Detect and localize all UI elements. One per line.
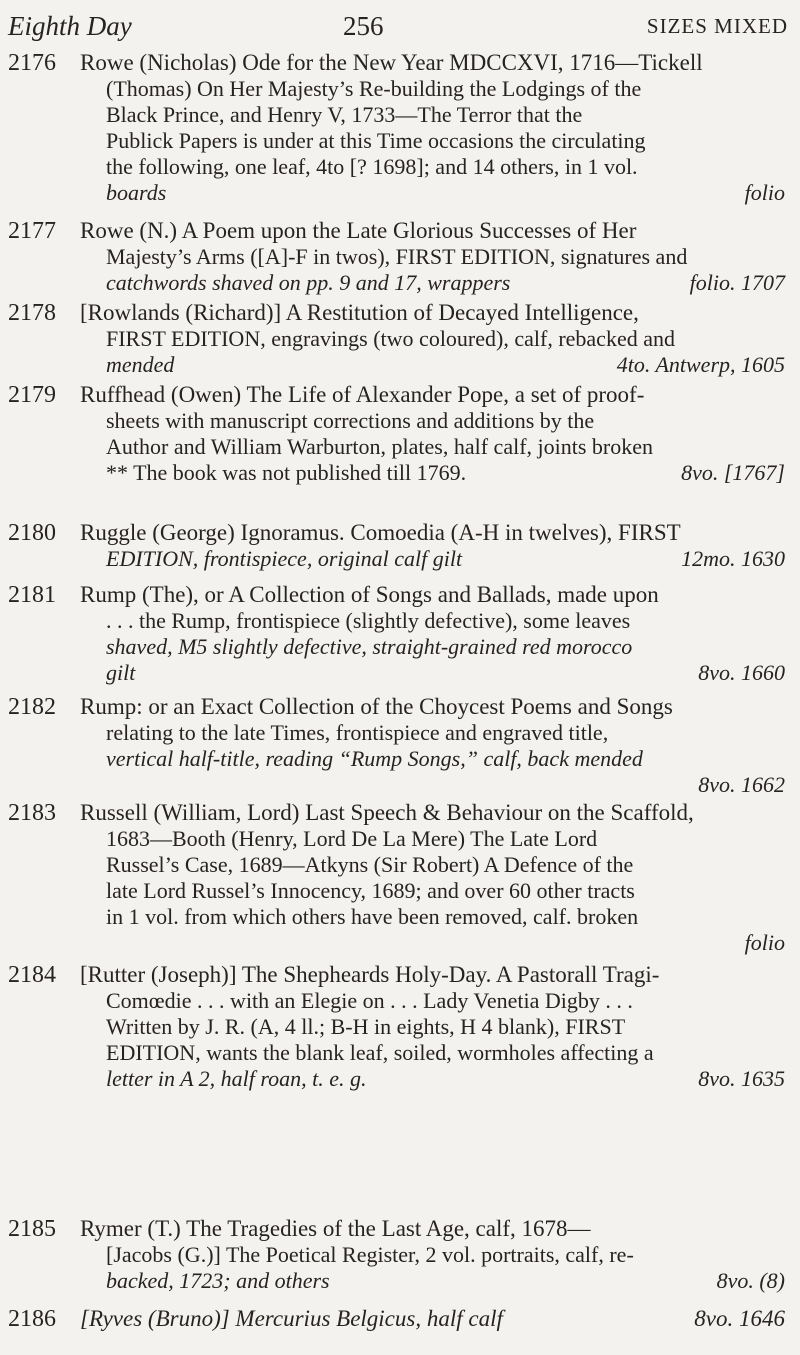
lot-number: 2181 [8, 582, 56, 608]
entry-line: Ruffhead (Owen) The Life of Alexander Pope, a set of proof- [80, 382, 645, 407]
entry-description [80, 800, 785, 956]
entry-format: 8vo. 1662 [698, 772, 785, 797]
lot-number: 2176 [8, 50, 56, 76]
entry-line: late Lord Russel’s Innocency, 1689; and over 60 other tracts [106, 878, 635, 903]
entry-line: Rowe (Nicholas) Ode for the New Year MDCCXVI, 1716—Tickell [80, 50, 703, 75]
entry-line: shaved, M5 slightly defective, straight-grained red morocco [106, 634, 633, 659]
entry-binding: EDITION, frontispiece, original calf gilt [106, 546, 463, 571]
entry-line: sheets with manuscript corrections and additions by the [106, 408, 595, 433]
entry-last-line [80, 1268, 785, 1294]
entry-line: Ruggle (George) Ignoramus. Comoedia (A-H in twelves), FIRST [80, 520, 681, 545]
entry-description [80, 1216, 785, 1294]
entry-line: [Jacobs (G.)] The Poetical Register, 2 vol. portraits, calf, re- [106, 1242, 634, 1267]
lot-number: 2186 [8, 1306, 56, 1332]
entry-line: [Rowlands (Richard)] A Restitution of Decayed Intelligence, [80, 300, 639, 325]
entry-format: 8vo. 1660 [698, 660, 785, 685]
entry-line: Russell (William, Lord) Last Speech & Behaviour on the Scaffold, [80, 800, 694, 825]
entry-description [80, 582, 785, 686]
entry-last-line [80, 180, 785, 206]
entry-line: Publick Papers is under at this Time occasions the circulating [106, 128, 646, 153]
entry-binding: catchwords shaved on pp. 9 and 17, wrappers [106, 270, 511, 295]
entry-line: EDITION, wants the blank leaf, soiled, wormholes affecting a [106, 1040, 654, 1065]
entry-line: 1683—Booth (Henry, Lord De La Mere) The Late Lord [106, 826, 598, 851]
entry-format: 8vo. 1635 [698, 1066, 785, 1091]
entry-last-line [80, 1066, 785, 1092]
lot-number: 2183 [8, 800, 56, 826]
entry-format: 8vo. (8) [716, 1268, 785, 1293]
entry-description [80, 218, 785, 296]
lot-number: 2178 [8, 300, 56, 326]
entry-description [80, 50, 785, 206]
entry-line: Written by J. R. (A, 4 ll.; B-H in eights, H 4 blank), FIRST [106, 1014, 626, 1039]
entry-format: folio [744, 180, 785, 205]
entry-format: 8vo. [1767] [681, 460, 785, 485]
entry-description [80, 382, 785, 486]
entry-line: Comœdie . . . with an Elegie on . . . Lady Venetia Digby . . . [106, 988, 633, 1013]
entry-line: FIRST EDITION, engravings (two coloured), calf, rebacked and [106, 326, 675, 351]
entry-line: Rymer (T.) The Tragedies of the Last Age, calf, 1678— [80, 1216, 591, 1241]
entry-line: Majesty’s Arms ([A]-F in twos), FIRST EDITION, signatures and [106, 244, 688, 269]
entry-note: ** The book was not published till 1769. [106, 460, 467, 485]
entry-line: Rump (The), or A Collection of Songs and Ballads, made upon [80, 582, 659, 607]
entry-description [80, 300, 785, 378]
lot-number: 2177 [8, 218, 56, 244]
entry-line: Russel’s Case, 1689—Atkyns (Sir Robert) A Defence of the [106, 852, 634, 877]
section-heading: SIZES MIXED [646, 14, 788, 38]
entry-line: . . . the Rump, frontispiece (slightly defective), some leaves [106, 608, 631, 633]
entry-line: in 1 vol. from which others have been removed, calf. broken [106, 904, 639, 929]
entry-last-line [80, 270, 785, 296]
entry-line: Rowe (N.) A Poem upon the Late Glorious Successes of Her [80, 218, 637, 243]
entry-last-line [80, 1306, 785, 1332]
entry-line: [Rutter (Joseph)] The Shepheards Holy-Day. A Pastorall Tragi- [80, 962, 660, 987]
entry-binding: [Ryves (Bruno)] Mercurius Belgicus, half calf [80, 1306, 503, 1331]
entry-binding: boards [106, 180, 167, 205]
lot-number: 2184 [8, 962, 56, 988]
entry-line: (Thomas) On Her Majesty’s Re-building the Lodgings of the [106, 76, 642, 101]
entry-description [80, 520, 785, 572]
day-heading: Eighth Day [8, 11, 132, 41]
entry-last-line [80, 660, 785, 686]
lot-number: 2182 [8, 694, 56, 720]
entry-binding: letter in A 2, half roan, t. e. g. [106, 1066, 367, 1091]
entry-last-line [80, 546, 785, 572]
lot-number: 2179 [8, 382, 56, 408]
entry-line: the following, one leaf, 4to [? 1698]; and 14 others, in 1 vol. [106, 154, 638, 179]
entry-line: Rump: or an Exact Collection of the Choycest Poems and Songs [80, 694, 673, 719]
entry-format: 12mo. 1630 [681, 546, 785, 571]
entry-line: Black Prince, and Henry V, 1733—The Terror that the [106, 102, 583, 127]
page-header [0, 6, 800, 46]
lot-number: 2180 [8, 520, 56, 546]
entry-line: Author and William Warburton, plates, half calf, joints broken [106, 434, 654, 459]
entry-format: folio. 1707 [689, 270, 785, 295]
entry-binding: mended [106, 352, 175, 377]
entry-description [80, 694, 785, 798]
entry-binding: gilt [106, 660, 136, 685]
page-number: 256 [343, 11, 384, 41]
entry-description [80, 1306, 785, 1332]
lot-number: 2185 [8, 1216, 56, 1242]
entry-line: relating to the late Times, frontispiece and engraved title, [106, 720, 609, 745]
entry-line: vertical half-title, reading “Rump Songs,” calf, back mended [106, 746, 643, 771]
entry-format: folio [744, 930, 785, 955]
entry-format: 4to. Antwerp, 1605 [616, 352, 785, 377]
entry-binding: backed, 1723; and others [106, 1268, 330, 1293]
entry-format: 8vo. 1646 [694, 1306, 785, 1331]
entry-description [80, 962, 785, 1092]
entry-last-line [80, 352, 785, 378]
